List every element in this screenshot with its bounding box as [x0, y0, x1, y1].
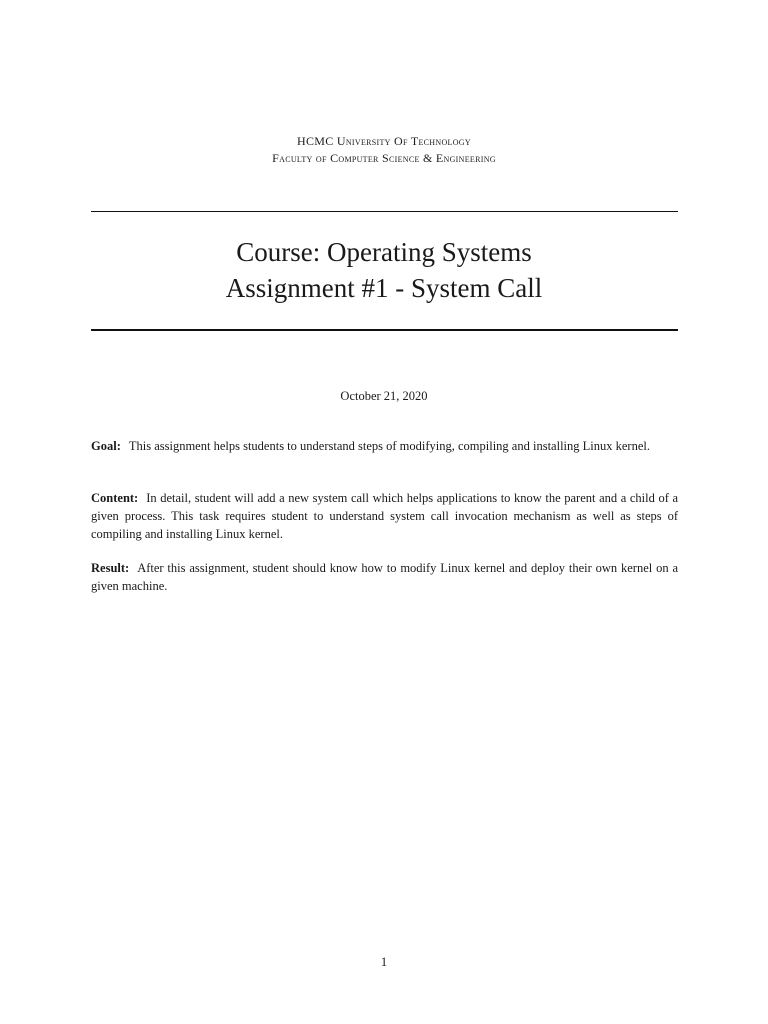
content-text: In detail, student will add a new system call which helps applications to know the parent and a child of a given process. This task requires student to understand system call invocation mechanism as well as steps of compiling and installing Linux kernel. — [91, 491, 678, 541]
institution-header — [0, 133, 768, 167]
document-date: October 21, 2020 — [340, 389, 428, 403]
content-label: Content: — [91, 491, 139, 505]
university-name: HCMC University Of Technology — [297, 134, 471, 148]
faculty-name: Faculty of Computer Science & Engineering — [272, 151, 496, 165]
result-label: Result: — [91, 561, 130, 575]
result-paragraph — [91, 559, 678, 595]
document-title — [0, 234, 768, 306]
page-number: 1 — [380, 955, 388, 969]
content-paragraph — [91, 489, 678, 543]
result-text: After this assignment, student should know how to modify Linux kernel and deploy their own kernel on a given machine. — [91, 561, 678, 593]
goal-label: Goal: — [91, 439, 121, 453]
top-rule — [91, 211, 678, 212]
goal-text: This assignment helps students to understand steps of modifying, compiling and installing Linux kernel. — [128, 439, 650, 453]
bottom-rule — [91, 329, 678, 331]
assignment-title: Assignment #1 - System Call — [225, 273, 543, 303]
goal-paragraph — [91, 437, 678, 455]
course-title: Course: Operating Systems — [236, 237, 532, 267]
